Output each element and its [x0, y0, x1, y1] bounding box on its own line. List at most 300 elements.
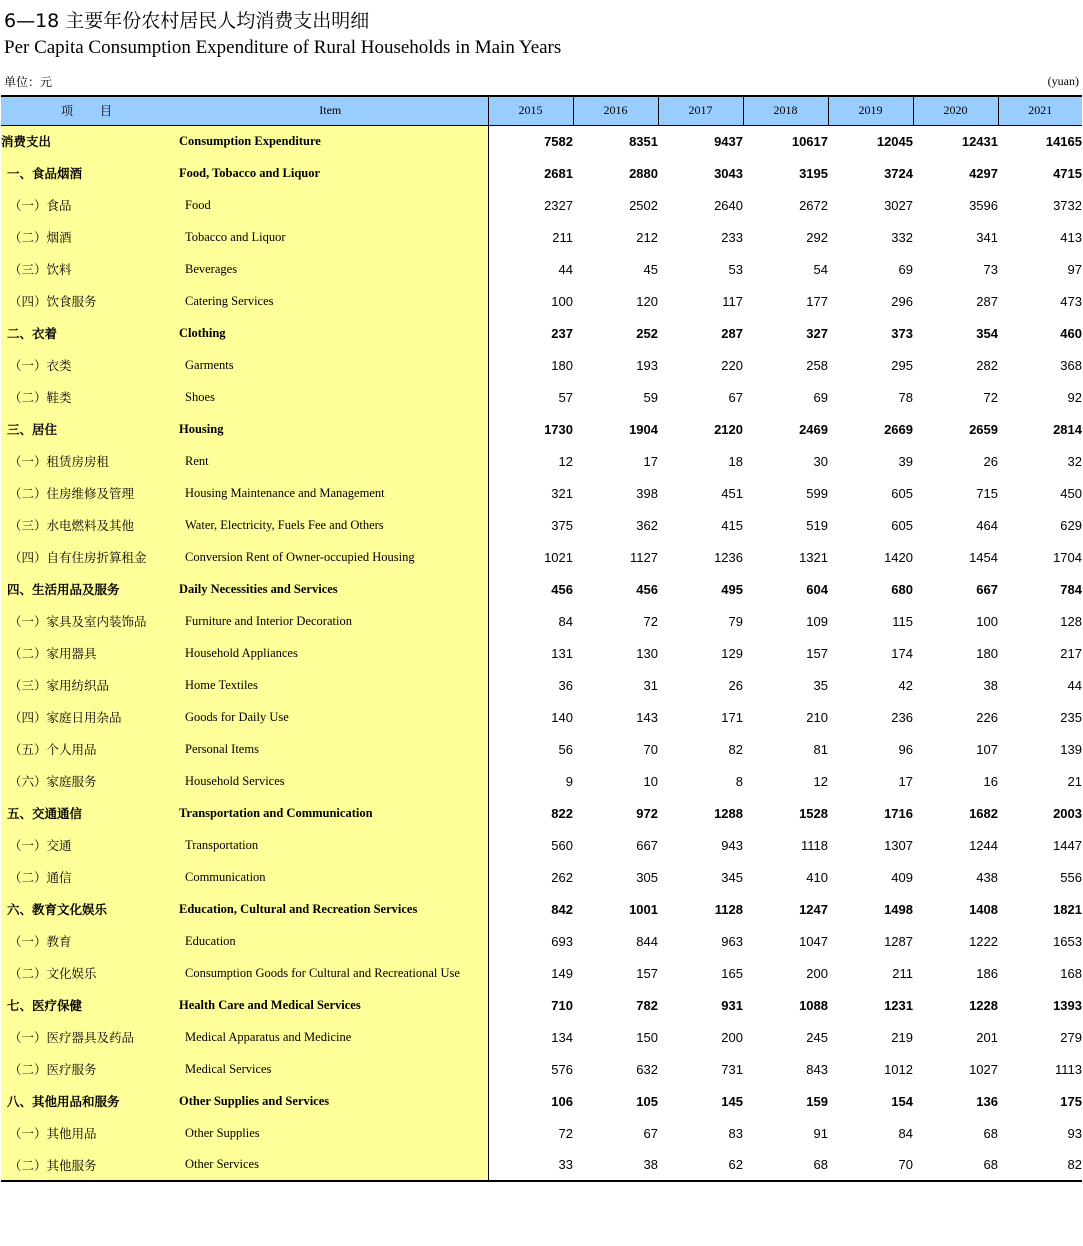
table-row [1, 1149, 1082, 1181]
value-cell: 2880 [629, 165, 658, 181]
value-cell: 1012 [884, 1061, 913, 1077]
value-cell: 667 [976, 581, 998, 597]
value-cell: 180 [976, 645, 998, 661]
value-cell: 413 [1060, 229, 1082, 245]
value-cell: 78 [898, 389, 913, 405]
table-row [1, 317, 1082, 349]
value-cell: 782 [636, 997, 658, 1013]
value-cell: 130 [636, 645, 658, 661]
value-cell: 97 [1067, 261, 1082, 277]
value-cell: 165 [721, 965, 743, 981]
header-item-en: Item [173, 96, 488, 125]
value-cell: 109 [806, 613, 828, 629]
value-cell: 3195 [799, 165, 828, 181]
item-name-cn: （六）家庭服务 [1, 765, 173, 797]
table-row [1, 605, 1082, 637]
value-cell: 931 [721, 997, 743, 1013]
value-cell: 33 [488, 1149, 573, 1181]
item-name-cn: （二）烟酒 [1, 221, 173, 253]
value-cell: 106 [551, 1093, 573, 1109]
value-cell: 16 [983, 773, 998, 789]
item-name-en: Household Services [173, 765, 488, 797]
value-cell: 174 [891, 645, 913, 661]
value-cell: 72 [643, 613, 658, 629]
value-cell: 305 [636, 869, 658, 885]
value-cell: 262 [551, 869, 573, 885]
value-cell: 2814 [1053, 421, 1082, 437]
value-cell: 1247 [799, 901, 828, 917]
value-cell: 715 [976, 485, 998, 501]
item-name-cn: 三、居住 [1, 413, 173, 445]
value-cell: 599 [806, 485, 828, 501]
item-name-cn: （三）饮料 [1, 253, 173, 285]
table-row [1, 125, 1082, 157]
table-row [1, 669, 1082, 701]
value-cell: 1408 [969, 901, 998, 917]
value-cell: 44 [1067, 677, 1082, 693]
value-cell: 1127 [630, 549, 658, 565]
header-year: 2017 [658, 96, 743, 125]
value-cell: 2669 [884, 421, 913, 437]
item-name-en: Other Supplies and Services [173, 1085, 488, 1117]
value-cell: 226 [976, 709, 998, 725]
value-cell: 14165 [1045, 133, 1082, 149]
value-cell: 154 [891, 1093, 913, 1109]
value-cell: 710 [551, 997, 573, 1013]
table-row [1, 637, 1082, 669]
value-cell: 1118 [801, 837, 828, 853]
value-cell: 68 [983, 1125, 998, 1141]
value-cell: 12 [813, 773, 828, 789]
value-cell: 456 [551, 581, 573, 597]
value-cell: 1001 [629, 901, 658, 917]
value-cell: 373 [891, 325, 913, 341]
item-name-en: Medical Apparatus and Medicine [173, 1021, 488, 1053]
value-cell: 70 [643, 741, 658, 757]
value-cell: 519 [806, 517, 828, 533]
value-cell: 368 [1060, 357, 1082, 373]
value-cell: 10617 [791, 133, 828, 149]
item-name-cn: （三）家用纺织品 [1, 669, 173, 701]
value-cell: 175 [1060, 1093, 1082, 1109]
table-row [1, 573, 1082, 605]
value-cell: 456 [636, 581, 658, 597]
header-year: 2021 [998, 96, 1082, 125]
value-cell: 1021 [544, 549, 573, 565]
item-name-cn: （一）医疗器具及药品 [1, 1021, 173, 1053]
header-item-cn: 项 目 [1, 96, 173, 125]
value-cell: 784 [1060, 581, 1082, 597]
value-cell: 1454 [969, 549, 998, 565]
value-cell: 84 [898, 1125, 913, 1141]
value-cell: 296 [891, 293, 913, 309]
item-name-en: Transportation and Communication [173, 797, 488, 829]
item-name-en: Communication [173, 861, 488, 893]
value-cell: 145 [721, 1093, 743, 1109]
value-cell: 632 [636, 1061, 658, 1077]
value-cell: 409 [891, 869, 913, 885]
value-cell: 139 [1060, 741, 1082, 757]
value-cell: 464 [976, 517, 998, 533]
item-name-cn: （四）家庭日用杂品 [1, 701, 173, 733]
value-cell: 295 [891, 357, 913, 373]
value-cell: 2327 [544, 197, 573, 213]
value-cell: 1682 [969, 805, 998, 821]
value-cell: 212 [636, 229, 658, 245]
table-row [1, 957, 1082, 989]
item-name-en: Conversion Rent of Owner-occupied Housing [173, 541, 488, 573]
value-cell: 96 [898, 741, 913, 757]
table-row [1, 829, 1082, 861]
item-name-en: Household Appliances [173, 637, 488, 669]
value-cell: 72 [983, 389, 998, 405]
value-cell: 1904 [629, 421, 658, 437]
value-cell: 495 [721, 581, 743, 597]
item-name-en: Water, Electricity, Fuels Fee and Others [173, 509, 488, 541]
value-cell: 1821 [1053, 901, 1082, 917]
value-cell: 410 [806, 869, 828, 885]
value-cell: 604 [806, 581, 828, 597]
value-cell: 67 [643, 1125, 658, 1141]
table-row [1, 253, 1082, 285]
value-cell: 211 [892, 965, 913, 981]
table-row [1, 445, 1082, 477]
item-name-en: Other Supplies [173, 1117, 488, 1149]
item-name-en: Education [173, 925, 488, 957]
value-cell: 149 [551, 965, 573, 981]
value-cell: 1288 [714, 805, 743, 821]
value-cell: 2681 [544, 165, 573, 181]
value-cell: 159 [806, 1093, 828, 1109]
item-name-en: Goods for Daily Use [173, 701, 488, 733]
table-row [1, 797, 1082, 829]
value-cell: 45 [643, 261, 658, 277]
value-cell: 150 [636, 1029, 658, 1045]
value-cell: 93 [1067, 1125, 1082, 1141]
item-name-en: Education, Cultural and Recreation Services [173, 893, 488, 925]
value-cell: 100 [976, 613, 998, 629]
value-cell: 56 [558, 741, 573, 757]
value-cell: 44 [558, 261, 573, 277]
value-cell: 69 [813, 389, 828, 405]
value-cell: 1393 [1053, 997, 1082, 1013]
item-name-en: Medical Services [173, 1053, 488, 1085]
value-cell: 560 [551, 837, 573, 853]
table-row [1, 381, 1082, 413]
value-cell: 168 [1060, 965, 1082, 981]
value-cell: 117 [722, 293, 743, 309]
value-cell: 134 [551, 1029, 573, 1045]
value-cell: 157 [636, 965, 658, 981]
value-cell: 91 [813, 1125, 828, 1141]
value-cell: 17 [898, 773, 913, 789]
item-name-cn: （二）通信 [1, 861, 173, 893]
header-year: 2019 [828, 96, 913, 125]
value-cell: 42 [898, 677, 913, 693]
value-cell: 131 [551, 645, 573, 661]
value-cell: 972 [636, 805, 658, 821]
value-cell: 120 [636, 293, 658, 309]
item-name-en: Clothing [173, 317, 488, 349]
table-row [1, 733, 1082, 765]
value-cell: 62 [658, 1149, 743, 1181]
value-cell: 72 [558, 1125, 573, 1141]
header-year: 2015 [488, 96, 573, 125]
value-cell: 235 [1060, 709, 1082, 725]
item-name-cn: 七、医疗保健 [1, 989, 173, 1021]
item-name-en: Consumption Goods for Cultural and Recreational Use [173, 957, 488, 989]
value-cell: 362 [636, 517, 658, 533]
value-cell: 1287 [884, 933, 913, 949]
table-row [1, 1117, 1082, 1149]
value-cell: 217 [1060, 645, 1082, 661]
value-cell: 2003 [1053, 805, 1082, 821]
value-cell: 2502 [629, 197, 658, 213]
value-cell: 345 [721, 869, 743, 885]
value-cell: 1222 [969, 933, 998, 949]
value-cell: 1730 [544, 421, 573, 437]
expenditure-table [1, 95, 1082, 1182]
item-name-cn: 四、生活用品及服务 [1, 573, 173, 605]
value-cell: 69 [898, 261, 913, 277]
item-name-en: Catering Services [173, 285, 488, 317]
value-cell: 3596 [969, 197, 998, 213]
value-cell: 3724 [884, 165, 913, 181]
value-cell: 252 [636, 325, 658, 341]
item-name-cn: （五）个人用品 [1, 733, 173, 765]
value-cell: 180 [551, 357, 573, 373]
value-cell: 92 [1067, 389, 1082, 405]
value-cell: 53 [728, 261, 743, 277]
item-name-cn: （一）其他用品 [1, 1117, 173, 1149]
value-cell: 17 [643, 453, 658, 469]
value-cell: 128 [1060, 613, 1082, 629]
value-cell: 473 [1060, 293, 1082, 309]
value-cell: 693 [551, 933, 573, 949]
value-cell: 287 [976, 293, 998, 309]
value-cell: 68 [743, 1149, 828, 1181]
value-cell: 193 [636, 357, 658, 373]
value-cell: 4297 [969, 165, 998, 181]
page-title-en: Per Capita Consumption Expenditure of Rural Households in Main Years [4, 37, 562, 58]
value-cell: 576 [551, 1061, 573, 1077]
value-cell: 26 [983, 453, 998, 469]
value-cell: 605 [891, 485, 913, 501]
table-row [1, 541, 1082, 573]
value-cell: 1236 [714, 549, 743, 565]
item-name-cn: （四）自有住房折算租金 [1, 541, 173, 573]
item-name-cn: （一）交通 [1, 829, 173, 861]
value-cell: 1027 [969, 1061, 998, 1077]
item-name-en: Transportation [173, 829, 488, 861]
item-name-cn: （一）租赁房房租 [1, 445, 173, 477]
value-cell: 36 [558, 677, 573, 693]
value-cell: 731 [721, 1061, 743, 1077]
value-cell: 1307 [884, 837, 913, 853]
value-cell: 233 [721, 229, 743, 245]
value-cell: 136 [976, 1093, 998, 1109]
value-cell: 70 [828, 1149, 913, 1181]
item-name-en: Furniture and Interior Decoration [173, 605, 488, 637]
value-cell: 107 [976, 741, 998, 757]
table-row [1, 861, 1082, 893]
value-cell: 2640 [714, 197, 743, 213]
value-cell: 9 [565, 773, 573, 789]
value-cell: 415 [721, 517, 743, 533]
item-name-en: Home Textiles [173, 669, 488, 701]
value-cell: 35 [813, 677, 828, 693]
item-name-cn: （三）水电燃料及其他 [1, 509, 173, 541]
item-name-cn: （二）住房维修及管理 [1, 477, 173, 509]
value-cell: 220 [721, 357, 743, 373]
value-cell: 1113 [1055, 1061, 1082, 1077]
value-cell: 143 [636, 709, 658, 725]
value-cell: 140 [551, 709, 573, 725]
value-cell: 1244 [969, 837, 998, 853]
table-row [1, 509, 1082, 541]
value-cell: 279 [1060, 1029, 1082, 1045]
value-cell: 236 [891, 709, 913, 725]
item-name-cn: 二、衣着 [1, 317, 173, 349]
value-cell: 211 [552, 229, 573, 245]
value-cell: 460 [1060, 325, 1082, 341]
value-cell: 605 [891, 517, 913, 533]
value-cell: 100 [551, 293, 573, 309]
value-cell: 68 [913, 1149, 998, 1181]
value-cell: 186 [976, 965, 998, 981]
value-cell: 822 [551, 805, 573, 821]
value-cell: 327 [806, 325, 828, 341]
item-name-en: Other Services [173, 1149, 488, 1181]
value-cell: 81 [813, 741, 828, 757]
value-cell: 83 [728, 1125, 743, 1141]
item-name-cn: 五、交通通信 [1, 797, 173, 829]
item-name-cn: 八、其他用品和服务 [1, 1085, 173, 1117]
value-cell: 1088 [799, 997, 828, 1013]
value-cell: 2469 [799, 421, 828, 437]
value-cell: 9437 [714, 133, 743, 149]
value-cell: 82 [998, 1149, 1082, 1181]
value-cell: 438 [976, 869, 998, 885]
page-title-cn: 6—18 主要年份农村居民人均消费支出明细 [4, 10, 370, 32]
value-cell: 18 [728, 453, 743, 469]
value-cell: 10 [643, 773, 658, 789]
value-cell: 200 [721, 1029, 743, 1045]
value-cell: 115 [892, 613, 913, 629]
value-cell: 844 [636, 933, 658, 949]
item-name-cn: （二）家用器具 [1, 637, 173, 669]
table-row [1, 1085, 1082, 1117]
value-cell: 450 [1060, 485, 1082, 501]
value-cell: 8351 [629, 133, 658, 149]
value-cell: 21 [1067, 773, 1082, 789]
item-name-en: Consumption Expenditure [173, 125, 488, 157]
value-cell: 375 [551, 517, 573, 533]
value-cell: 292 [806, 229, 828, 245]
item-name-cn: （一）教育 [1, 925, 173, 957]
value-cell: 105 [636, 1093, 658, 1109]
value-cell: 1528 [799, 805, 828, 821]
table-row [1, 925, 1082, 957]
value-cell: 31 [643, 677, 658, 693]
value-cell: 843 [806, 1061, 828, 1077]
value-cell: 157 [806, 645, 828, 661]
table-row [1, 701, 1082, 733]
value-cell: 4715 [1053, 165, 1082, 181]
value-cell: 177 [806, 293, 828, 309]
table-row [1, 349, 1082, 381]
item-name-en: Personal Items [173, 733, 488, 765]
value-cell: 32 [1067, 453, 1082, 469]
value-cell: 12431 [961, 133, 998, 149]
table-row [1, 157, 1082, 189]
value-cell: 237 [551, 325, 573, 341]
value-cell: 26 [728, 677, 743, 693]
value-cell: 667 [636, 837, 658, 853]
value-cell: 963 [721, 933, 743, 949]
value-cell: 219 [891, 1029, 913, 1045]
value-cell: 3027 [884, 197, 913, 213]
value-cell: 82 [728, 741, 743, 757]
table-row [1, 189, 1082, 221]
item-name-cn: 一、食品烟酒 [1, 157, 173, 189]
value-cell: 1228 [969, 997, 998, 1013]
value-cell: 2672 [799, 197, 828, 213]
value-cell: 943 [721, 837, 743, 853]
value-cell: 129 [721, 645, 743, 661]
value-cell: 38 [573, 1149, 658, 1181]
value-cell: 39 [898, 453, 913, 469]
table-row [1, 221, 1082, 253]
table-row [1, 1021, 1082, 1053]
value-cell: 3732 [1053, 197, 1082, 213]
value-cell: 73 [983, 261, 998, 277]
unit-label-cn: 单位：元 [4, 75, 53, 89]
item-name-en: Rent [173, 445, 488, 477]
item-name-cn: （一）衣类 [1, 349, 173, 381]
table-row [1, 413, 1082, 445]
header-year: 2016 [573, 96, 658, 125]
value-cell: 556 [1060, 869, 1082, 885]
value-cell: 3043 [714, 165, 743, 181]
value-cell: 1321 [799, 549, 828, 565]
value-cell: 1653 [1053, 933, 1082, 949]
value-cell: 258 [806, 357, 828, 373]
value-cell: 1420 [884, 549, 913, 565]
value-cell: 59 [643, 389, 658, 405]
item-name-en: Housing [173, 413, 488, 445]
item-name-cn: （二）其他服务 [1, 1149, 173, 1181]
value-cell: 398 [636, 485, 658, 501]
value-cell: 12045 [876, 133, 913, 149]
value-cell: 282 [976, 357, 998, 373]
item-name-en: Shoes [173, 381, 488, 413]
table-row [1, 477, 1082, 509]
value-cell: 8 [735, 773, 743, 789]
value-cell: 84 [558, 613, 573, 629]
value-cell: 1128 [714, 901, 743, 917]
value-cell: 57 [558, 389, 573, 405]
table-row [1, 893, 1082, 925]
item-name-en: Food, Tobacco and Liquor [173, 157, 488, 189]
value-cell: 210 [806, 709, 828, 725]
table-row [1, 285, 1082, 317]
value-cell: 12 [558, 453, 573, 469]
item-name-en: Beverages [173, 253, 488, 285]
value-cell: 245 [806, 1029, 828, 1045]
item-name-cn: （二）医疗服务 [1, 1053, 173, 1085]
header-year: 2018 [743, 96, 828, 125]
